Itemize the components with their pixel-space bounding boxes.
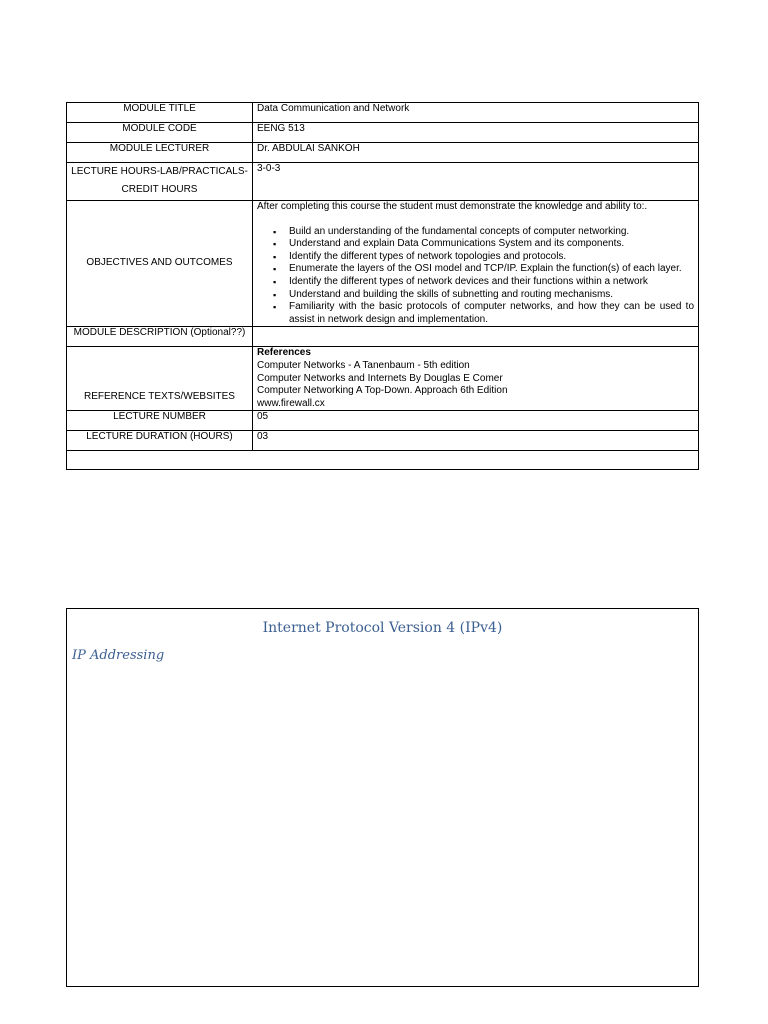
references-row [67,347,699,411]
references-title: References [257,347,311,359]
module-code-label: MODULE CODE [67,123,253,143]
empty-row [67,451,699,470]
module-code-row [67,123,699,143]
module-description-value [253,327,699,347]
objectives-intro: After completing this course the student must demonstrate the knowledge and ability to:. [257,201,648,212]
module-lecturer-value: Dr. ABDULAI SANKOH [253,143,699,163]
lecture-title: Internet Protocol Version 4 (IPv4) [262,620,503,636]
empty-cell [67,451,699,470]
lecture-subtitle: IP Addressing [72,648,165,663]
objective-item: ▪ Identify the different types of network devices and their functions within a network [289,276,694,289]
module-lecturer-row [67,143,699,163]
lecture-number-value: 05 [253,411,699,431]
lecture-number-row [67,411,699,431]
module-description-label: MODULE DESCRIPTION (Optional??) [67,327,253,347]
module-title-label: MODULE TITLE [67,103,253,123]
lecture-hours-value: 3-0-3 [253,163,699,201]
objective-item: ▪ Understand and building the skills of subnetting and routing mechanisms. [289,289,694,302]
lecture-duration-row [67,431,699,451]
reference-link[interactable]: www.firewall.cx [257,397,325,409]
module-title-value: Data Communication and Network [253,103,699,123]
objective-item: ▪ Familiarity with the basic protocols of computer networks, and how they can be used to assist in network design and implementation. [289,301,694,326]
objective-item: ▪ Identify the different types of network topologies and protocols. [289,251,694,264]
objectives-label: OBJECTIVES AND OUTCOMES [67,201,253,327]
lecture-hours-label-line1: LECTURE HOURS-LAB/PRACTICALS- [71,166,248,177]
references-label [67,347,253,411]
references-cell [253,347,699,411]
objective-item: ▪ Understand and explain Data Communications System and its components. [289,238,694,251]
objectives-cell [253,201,699,327]
objective-item: ▪ Build an understanding of the fundamental concepts of computer networking. [289,226,694,239]
module-code-value: EENG 513 [253,123,699,143]
module-info-table [66,102,699,470]
lecture-hours-row [67,163,699,201]
lecture-duration-value: 03 [253,431,699,451]
lecture-content-box [66,608,699,987]
references-label-text: REFERENCE TEXTS/WEBSITES [84,390,235,402]
module-description-row [67,327,699,347]
objectives-row [67,201,699,327]
module-lecturer-label: MODULE LECTURER [67,143,253,163]
lecture-hours-label [67,163,253,201]
objective-item: ▪ Enumerate the layers of the OSI model and TCP/IP. Explain the function(s) of each layer. [289,263,694,276]
lecture-hours-label-line2: CREDIT HOURS [121,184,198,195]
reference-item: Computer Networks - A Tanenbaum - 5th edition [257,359,470,371]
reference-item: Computer Networking A Top-Down. Approach 6th Edition [257,385,508,397]
reference-item: Computer Networks and Internets By Douglas E Comer [257,372,503,384]
lecture-number-label: LECTURE NUMBER [67,411,253,431]
lecture-duration-label: LECTURE DURATION (HOURS) [67,431,253,451]
objectives-list [257,226,694,327]
module-title-row [67,103,699,123]
